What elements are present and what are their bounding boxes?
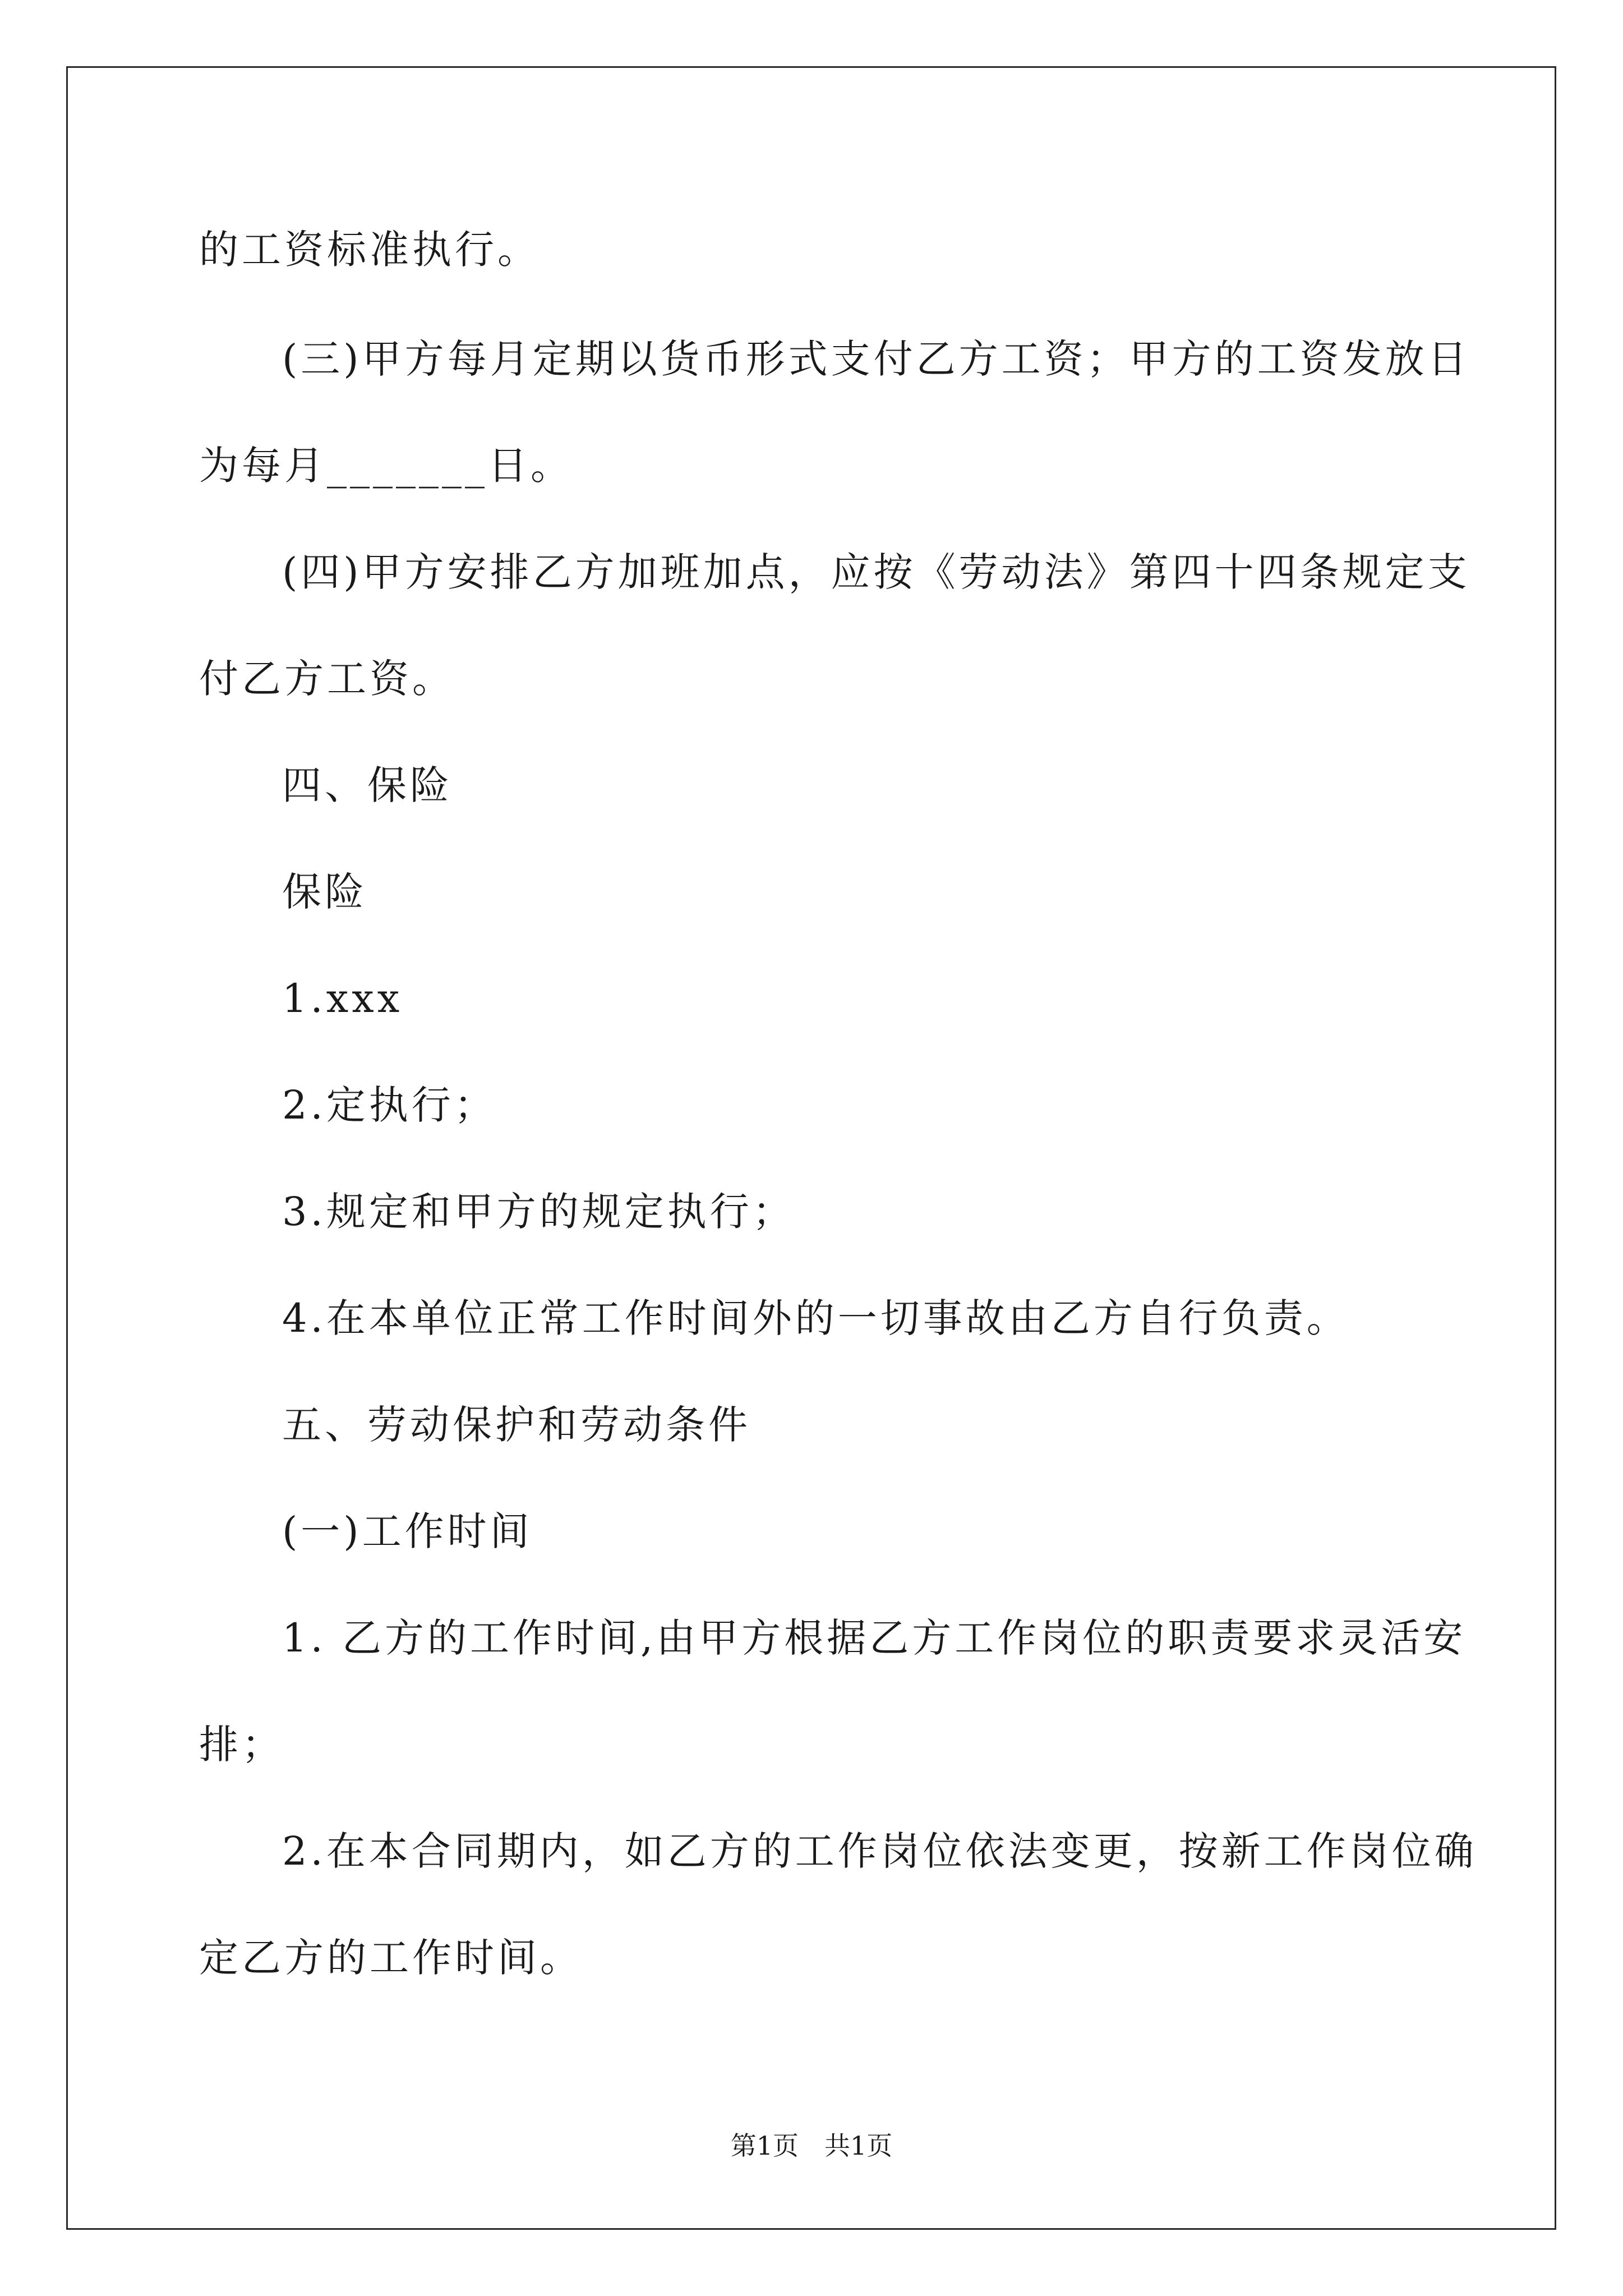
list-item: 3.规定和甲方的规定执行； — [282, 1189, 795, 1235]
page-number: 第1页 — [730, 2131, 799, 2161]
list-item: 2.在本合同期内，如乙方的工作岗位依法变更，按新工作岗位确 — [282, 1828, 1477, 1874]
subsection-heading: (一)工作时间 — [282, 1508, 533, 1554]
text-line: 排； — [199, 1722, 284, 1768]
text-line: 的工资标准执行。 — [199, 227, 540, 273]
text-line: 定乙方的工作时间。 — [199, 1935, 583, 1981]
section-heading: 四、保险 — [282, 762, 453, 808]
text-line: (四)甲方安排乙方加班加点，应按《劳动法》第四十四条规定支 — [282, 549, 1470, 595]
list-item: 1. 乙方的工作时间,由甲方根据乙方工作岗位的职责要求灵活安 — [282, 1615, 1467, 1661]
list-item: 2.定执行； — [282, 1082, 497, 1128]
list-item: 4.在本单位正常工作时间外的一切事故由乙方自行负责。 — [282, 1295, 1349, 1341]
page-footer — [0, 2132, 1623, 2160]
text-line: (三)甲方每月定期以货币形式支付乙方工资；甲方的工资发放日 — [282, 336, 1470, 382]
section-heading: 五、劳动保护和劳动条件 — [282, 1402, 751, 1448]
total-pages: 共1页 — [824, 2131, 893, 2161]
list-item: 1.xxx — [282, 976, 403, 1022]
page-border — [66, 66, 1556, 2230]
text-line: 为每月_______日。 — [199, 443, 573, 489]
text-line: 保险 — [282, 869, 367, 915]
text-line: 付乙方工资。 — [199, 656, 455, 702]
